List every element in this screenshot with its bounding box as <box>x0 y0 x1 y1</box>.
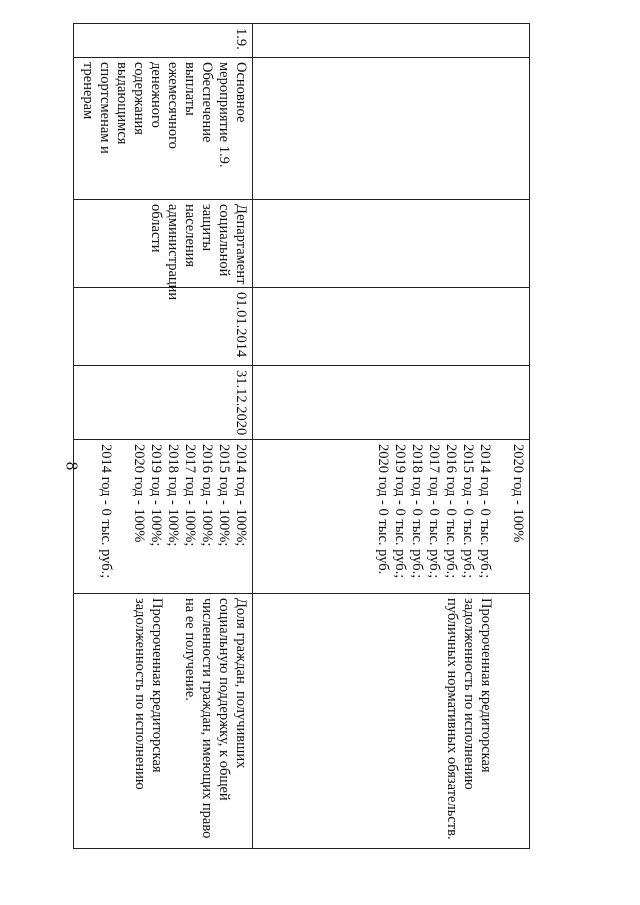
value-line: 2014 год - 100%; <box>233 444 249 547</box>
spacer <box>493 444 509 589</box>
value-line: 2017 год - 100%; <box>182 444 198 547</box>
cell-values <box>74 440 253 594</box>
value-line: 2017 год - 0 тыс. руб.; <box>426 444 442 579</box>
program-table <box>73 23 530 849</box>
cell-start-date: 01.01.2014 <box>74 288 253 366</box>
indicator-text: Доля граждан, получивших социальную поддержку, к общей численности граждан, имеющих право на ее получение. <box>182 598 249 839</box>
value-line: 2019 год - 100%; <box>148 444 164 547</box>
cell-indicator <box>74 594 253 849</box>
value-line: 2018 год - 100%; <box>165 444 181 547</box>
value-line: 2020 год - 100% <box>131 444 147 543</box>
value-line: 2018 год - 0 тыс. руб.; <box>409 444 425 579</box>
cell-name-empty <box>253 58 530 200</box>
spacer <box>510 598 526 844</box>
value-line: 2015 год - 100%; <box>216 444 232 547</box>
cell-executor-empty <box>253 200 530 288</box>
table-row-continuation <box>253 24 530 849</box>
value-line: 2015 год - 0 тыс. руб.; <box>460 444 476 579</box>
cell-number-empty <box>253 24 530 58</box>
value-line: 2016 год - 100%; <box>199 444 215 547</box>
table-row <box>74 24 253 849</box>
cell-values <box>253 440 530 594</box>
cell-end-date: 31.12.2020 <box>74 366 253 440</box>
spacer <box>494 598 510 844</box>
spacer <box>114 444 130 589</box>
value-line: 2014 год - 0 тыс. руб.; <box>98 444 114 579</box>
document-table-rotated <box>75 23 530 848</box>
value-line: 2020 год - 0 тыс. руб. <box>375 444 391 575</box>
cell-executor: Департамент социальной защиты населения администрации области <box>74 200 253 288</box>
value-line: 2020 год - 100% <box>510 444 526 543</box>
value-line: 2019 год - 0 тыс. руб.; <box>392 444 408 579</box>
cell-start-empty <box>253 288 530 366</box>
cell-end-empty <box>253 366 530 440</box>
page-number: 8 <box>62 461 82 471</box>
indicator-text: Просроченная кредиторская задолженность по исполнению <box>132 598 165 790</box>
indicator-text: Просроченная кредиторская задолженность по исполнению публичных нормативных обязательств. <box>444 598 494 840</box>
cell-name: Основное мероприятие 1.9. Обеспечение выплаты ежемесячного денежного содержания выдающимся спортсменам и тренерам <box>74 58 253 200</box>
value-line: 2014 год - 0 тыс. руб.; <box>477 444 493 579</box>
value-line: 2016 год - 0 тыс. руб.; <box>443 444 459 579</box>
cell-number: 1.9. <box>74 24 253 58</box>
spacer <box>165 598 181 844</box>
cell-indicator <box>253 594 530 849</box>
